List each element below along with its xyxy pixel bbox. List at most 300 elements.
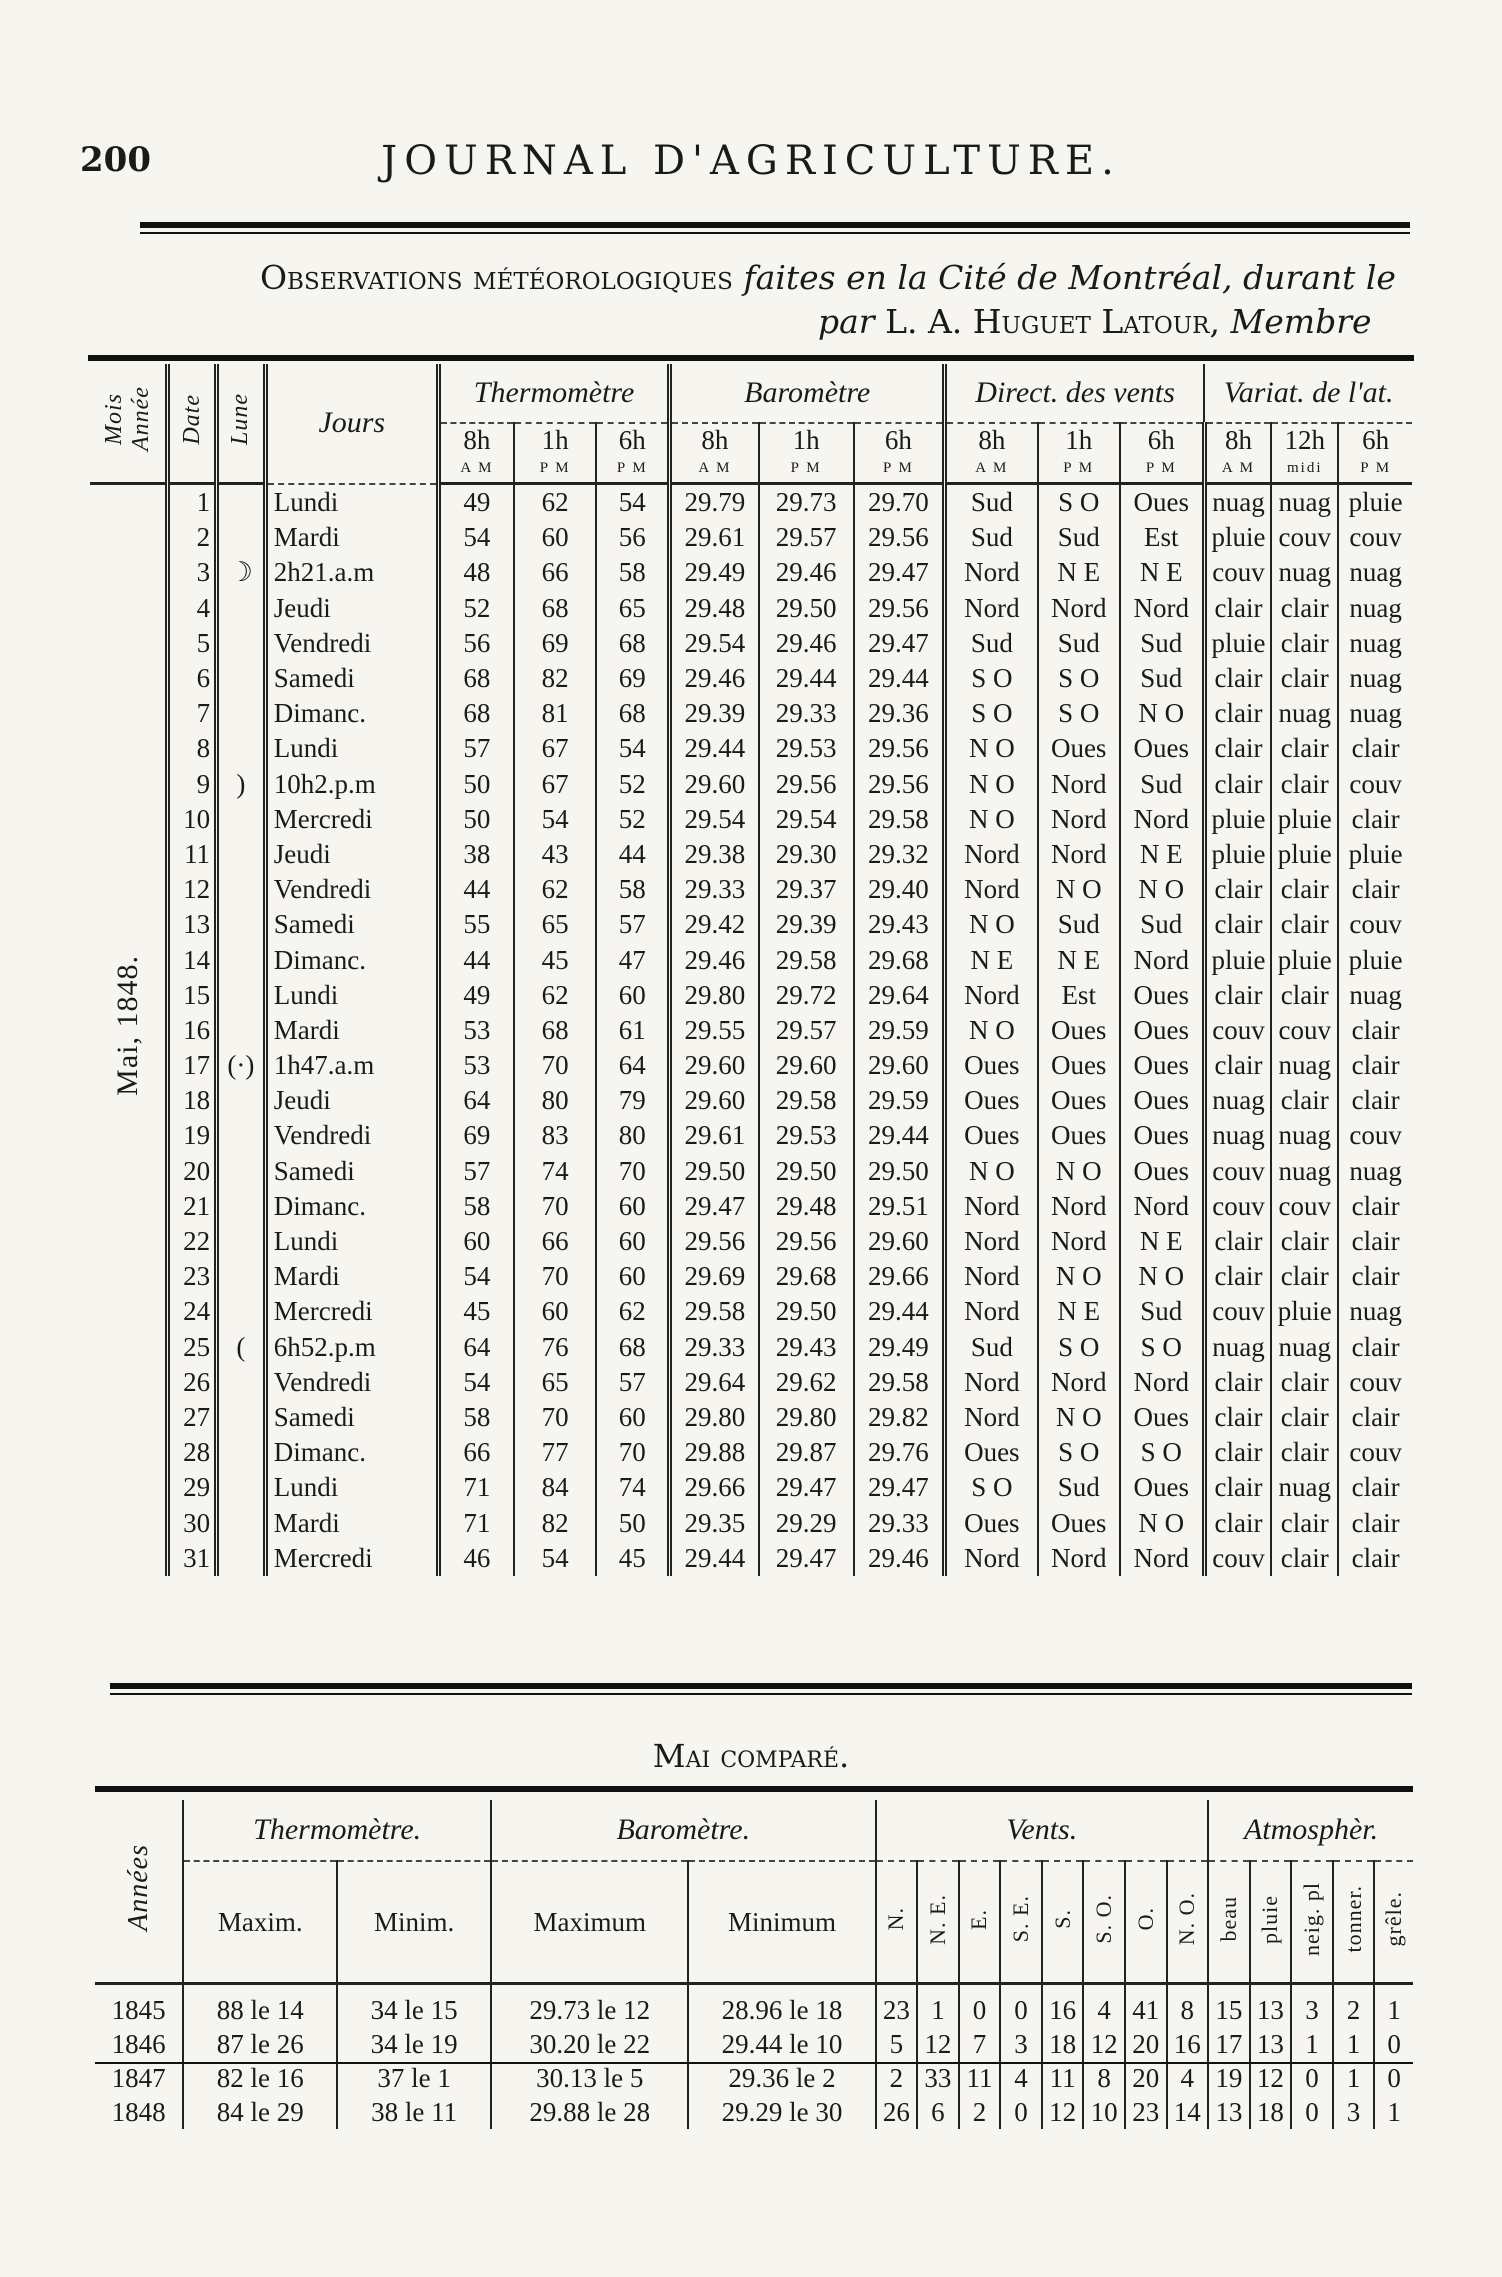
value-cell: Oues (1038, 731, 1120, 766)
value-cell: N E (945, 942, 1038, 977)
atmosphere-header (1250, 1861, 1292, 1984)
day-cell: Jeudi (265, 591, 438, 626)
value-cell: 29.56 (854, 591, 945, 626)
value-cell: clair (1271, 1259, 1338, 1294)
value-cell: nuag (1271, 1118, 1338, 1153)
value-cell: clair (1271, 1400, 1338, 1435)
value-cell: clair (1271, 1083, 1338, 1118)
hour-label: 6h (1147, 425, 1175, 455)
moon-cell (217, 1541, 266, 1576)
value-cell: 68 (438, 661, 514, 696)
value-cell: couv (1338, 767, 1412, 802)
value-cell: 70 (514, 1048, 596, 1083)
observations-table (90, 364, 1412, 1576)
value-cell: nuag (1338, 1294, 1412, 1329)
value-cell: 12 (917, 2027, 959, 2061)
value-cell: 54 (514, 1541, 596, 1576)
comparison-row (95, 1984, 1413, 2028)
table-row (90, 626, 1412, 661)
value-cell: 82 (514, 1505, 596, 1540)
value-cell: 29.43 (854, 907, 945, 942)
value-cell: clair (1204, 907, 1271, 942)
value-cell: 81 (514, 696, 596, 731)
value-cell: Sud (1120, 661, 1204, 696)
value-cell: Sud (1038, 626, 1120, 661)
value-cell: Oues (1038, 1118, 1120, 1153)
value-cell: 60 (514, 520, 596, 555)
value-cell: clair (1271, 1435, 1338, 1470)
col-moon-label: Lune (227, 393, 254, 445)
value-cell: 29.61 (670, 1118, 759, 1153)
date-cell: 14 (168, 942, 217, 977)
value-cell: 84 le 29 (183, 2095, 337, 2129)
value-cell: 69 (438, 1118, 514, 1153)
table-row (90, 1365, 1412, 1400)
table-row (90, 837, 1412, 872)
value-cell: clair (1271, 767, 1338, 802)
value-cell: 29.54 (759, 802, 854, 837)
value-cell: Est (1120, 520, 1204, 555)
value-cell: 68 (596, 1330, 670, 1365)
value-cell: Nord (1038, 802, 1120, 837)
table-row (90, 696, 1412, 731)
value-cell: Nord (1120, 942, 1204, 977)
col-date-label: Date (178, 393, 205, 445)
value-cell: 54 (438, 1259, 514, 1294)
value-cell: Sud (1038, 1470, 1120, 1505)
value-cell: 6 (917, 2095, 959, 2129)
value-cell: 60 (596, 1259, 670, 1294)
value-cell: Sud (1120, 1294, 1204, 1329)
value-cell: Nord (1038, 1224, 1120, 1259)
value-cell: 29.57 (759, 1013, 854, 1048)
value-cell: 29.47 (854, 555, 945, 590)
value-cell: 70 (514, 1400, 596, 1435)
cmp-group-vents: Vents. (876, 1800, 1209, 1861)
value-cell: 29.44 (854, 1118, 945, 1153)
moon-cell (217, 626, 266, 661)
atmosphere-header (1333, 1861, 1375, 1984)
value-cell: 29.47 (670, 1189, 759, 1224)
value-cell: Nord (945, 555, 1038, 590)
value-cell: 68 (514, 1013, 596, 1048)
value-cell: clair (1338, 1259, 1412, 1294)
value-cell: Est (1038, 978, 1120, 1013)
moon-cell (217, 1259, 266, 1294)
value-cell: 1 (1374, 2095, 1413, 2129)
value-cell: Nord (945, 837, 1038, 872)
value-cell: 29.68 (759, 1259, 854, 1294)
value-cell: 29.46 (670, 661, 759, 696)
value-cell: 66 (514, 555, 596, 590)
value-cell: 60 (596, 1400, 670, 1435)
value-cell: Oues (945, 1083, 1038, 1118)
value-cell: 82 le 16 (183, 2061, 337, 2095)
value-cell: clair (1271, 978, 1338, 1013)
value-cell: nuag (1204, 1118, 1271, 1153)
value-cell: 28.96 le 18 (688, 1984, 875, 2028)
value-cell: 38 (438, 837, 514, 872)
year-cell: 1846 (111, 2029, 166, 2059)
value-cell: nuag (1204, 1330, 1271, 1365)
date-cell: 23 (168, 1259, 217, 1294)
atmosphere-header-label: grêle. (1381, 1891, 1407, 1947)
value-cell: 54 (596, 731, 670, 766)
value-cell: 29.56 (759, 767, 854, 802)
observations-title (260, 258, 1396, 297)
period-label: P M (790, 460, 822, 476)
day-cell: Lundi (265, 484, 438, 521)
period-label: P M (1063, 460, 1095, 476)
period-label: P M (882, 460, 914, 476)
value-cell: 0 (1374, 2027, 1413, 2061)
value-cell: 38 le 11 (337, 2095, 491, 2129)
date-cell: 31 (168, 1541, 217, 1576)
table-row (90, 907, 1412, 942)
value-cell: 48 (438, 555, 514, 590)
value-cell: 87 le 26 (183, 2027, 337, 2061)
table-row (90, 1400, 1412, 1435)
value-cell: clair (1271, 731, 1338, 766)
hour-label: 1h (541, 425, 569, 455)
value-cell: N O (1120, 1505, 1204, 1540)
moon-cell (217, 520, 266, 555)
table-bottom-rule-thin (110, 1693, 1412, 1695)
value-cell: 67 (514, 731, 596, 766)
date-cell: 29 (168, 1470, 217, 1505)
value-cell: Oues (1038, 1505, 1120, 1540)
value-cell: 29.88 (670, 1435, 759, 1470)
value-cell: N E (1038, 555, 1120, 590)
value-cell: 8 (1167, 1984, 1209, 2028)
month-year-label: Mai, 1848. (111, 955, 145, 1097)
wind-header-label: S. E. (1008, 1895, 1034, 1943)
moon-cell (217, 1189, 266, 1224)
value-cell: 54 (596, 484, 670, 521)
table-row (90, 1154, 1412, 1189)
value-cell: couv (1338, 520, 1412, 555)
value-cell: 4 (1083, 1984, 1125, 2028)
value-cell: 64 (438, 1083, 514, 1118)
value-cell: clair (1204, 1365, 1271, 1400)
value-cell: N E (1120, 1224, 1204, 1259)
value-cell: 29.58 (854, 1365, 945, 1400)
table-row (90, 1470, 1412, 1505)
moon-cell (217, 696, 266, 731)
value-cell: couv (1338, 1435, 1412, 1470)
value-cell: 45 (438, 1294, 514, 1329)
moon-cell (217, 1224, 266, 1259)
value-cell: 44 (438, 872, 514, 907)
value-cell: N O (1038, 1154, 1120, 1189)
value-cell: 29.50 (759, 1294, 854, 1329)
value-cell: Oues (945, 1505, 1038, 1540)
value-cell: 69 (596, 661, 670, 696)
value-cell: couv (1204, 1154, 1271, 1189)
value-cell: 67 (514, 767, 596, 802)
value-cell: 29.32 (854, 837, 945, 872)
day-cell: 2h21.a.m (265, 555, 438, 590)
value-cell: 20 (1125, 2027, 1167, 2061)
value-cell: clair (1204, 696, 1271, 731)
value-cell: 54 (514, 802, 596, 837)
value-cell: Oues (1120, 1048, 1204, 1083)
table-row (90, 1259, 1412, 1294)
hour-header (438, 423, 514, 484)
value-cell: Oues (1120, 978, 1204, 1013)
moon-cell (217, 1505, 266, 1540)
value-cell: Nord (945, 1541, 1038, 1576)
value-cell: Nord (945, 1400, 1038, 1435)
value-cell: 84 (514, 1470, 596, 1505)
value-cell: 12 (1250, 2061, 1292, 2095)
value-cell: clair (1338, 802, 1412, 837)
value-cell: N O (945, 731, 1038, 766)
wind-header (1125, 1861, 1167, 1984)
value-cell: clair (1204, 661, 1271, 696)
wind-header (917, 1861, 959, 1984)
comparison-title: Mai comparé. (652, 1737, 850, 1775)
value-cell: 15 (1208, 1984, 1250, 2028)
value-cell: 14 (1167, 2095, 1209, 2129)
value-cell: Sud (1120, 626, 1204, 661)
wind-header (959, 1861, 1001, 1984)
value-cell: 29.57 (759, 520, 854, 555)
value-cell: Sud (945, 484, 1038, 521)
value-cell: 34 le 15 (337, 1984, 491, 2028)
value-cell: 68 (438, 696, 514, 731)
value-cell: couv (1271, 1013, 1338, 1048)
wind-header-label: N. E. (924, 1893, 950, 1945)
author-name: L. A. Huguet Latour, (885, 302, 1220, 341)
value-cell: Sud (945, 626, 1038, 661)
value-cell: clair (1338, 1541, 1412, 1576)
value-cell: 16 (1167, 2027, 1209, 2061)
date-cell: 11 (168, 837, 217, 872)
value-cell: 33 (917, 2061, 959, 2095)
day-cell: Dimanc. (265, 696, 438, 731)
value-cell: 65 (514, 1365, 596, 1400)
day-cell: Vendredi (265, 1118, 438, 1153)
value-cell: 18 (1250, 2095, 1292, 2129)
value-cell: 29.56 (854, 731, 945, 766)
wind-header-label: N. (883, 1907, 909, 1931)
value-cell: pluie (1271, 1294, 1338, 1329)
day-cell: Dimanc. (265, 1435, 438, 1470)
date-cell: 7 (168, 696, 217, 731)
value-cell: 62 (514, 978, 596, 1013)
value-cell: Nord (1038, 591, 1120, 626)
value-cell: Oues (1120, 1400, 1204, 1435)
value-cell: 30.13 le 5 (491, 2061, 688, 2095)
moon-cell (217, 1470, 266, 1505)
year-cell: 1847 (111, 2063, 166, 2093)
value-cell: clair (1204, 591, 1271, 626)
value-cell: couv (1338, 1118, 1412, 1153)
wind-header-label: E. (966, 1908, 992, 1930)
day-cell: Mardi (265, 520, 438, 555)
value-cell: 12 (1083, 2027, 1125, 2061)
value-cell: 70 (596, 1154, 670, 1189)
value-cell: 68 (596, 696, 670, 731)
value-cell: N E (1038, 1294, 1120, 1329)
value-cell: 29.50 (759, 1154, 854, 1189)
value-cell: 29.33 (759, 696, 854, 731)
day-cell: Samedi (265, 1400, 438, 1435)
value-cell: S O (1120, 1330, 1204, 1365)
value-cell: nuag (1271, 555, 1338, 590)
value-cell: N O (1038, 1259, 1120, 1294)
date-cell: 10 (168, 802, 217, 837)
day-cell: Mercredi (265, 802, 438, 837)
cmp-group-barometre: Baromètre. (491, 1800, 876, 1861)
date-cell: 25 (168, 1330, 217, 1365)
value-cell: couv (1204, 1294, 1271, 1329)
table-row (90, 1541, 1412, 1576)
value-cell: 0 (1000, 2095, 1042, 2129)
day-cell: Samedi (265, 1154, 438, 1189)
value-cell: clair (1338, 1470, 1412, 1505)
comparison-table (95, 1800, 1413, 2129)
moon-cell (217, 661, 266, 696)
value-cell: 29.80 (759, 1400, 854, 1435)
value-cell: N O (1120, 872, 1204, 907)
value-cell: 2 (876, 2061, 918, 2095)
hour-header (1271, 423, 1338, 484)
value-cell: 29.36 (854, 696, 945, 731)
table-row (90, 1224, 1412, 1259)
wind-header (1042, 1861, 1084, 1984)
comparison-bottom-rule (95, 2062, 1413, 2064)
wind-header-label: N. O. (1174, 1892, 1200, 1946)
author-role: Membre (1230, 302, 1372, 341)
value-cell: clair (1271, 1505, 1338, 1540)
value-cell: 29.36 le 2 (688, 2061, 875, 2095)
moon-cell (217, 872, 266, 907)
value-cell: 23 (876, 1984, 918, 2028)
date-cell: 13 (168, 907, 217, 942)
period-label: P M (1145, 460, 1177, 476)
observations-author-line (818, 302, 1372, 341)
value-cell: pluie (1338, 484, 1412, 521)
value-cell: S O (945, 1470, 1038, 1505)
value-cell: 45 (514, 942, 596, 977)
value-cell: N O (1120, 1259, 1204, 1294)
value-cell: 29.48 (759, 1189, 854, 1224)
col-month-year (90, 364, 168, 484)
value-cell: N O (1038, 1400, 1120, 1435)
day-cell: Mardi (265, 1013, 438, 1048)
value-cell: Oues (1120, 1154, 1204, 1189)
value-cell: 29.60 (854, 1224, 945, 1259)
day-cell: Mercredi (265, 1294, 438, 1329)
value-cell: 56 (438, 626, 514, 661)
value-cell: clair (1271, 1541, 1338, 1576)
value-cell: pluie (1204, 802, 1271, 837)
value-cell: 29.87 (759, 1435, 854, 1470)
value-cell: 19 (1208, 2061, 1250, 2095)
value-cell: Nord (1038, 837, 1120, 872)
value-cell: 0 (1291, 2095, 1333, 2129)
hour-header (1338, 423, 1412, 484)
hour-header (1038, 423, 1120, 484)
date-cell: 16 (168, 1013, 217, 1048)
value-cell: Sud (945, 1330, 1038, 1365)
value-cell: 29.79 (670, 484, 759, 521)
value-cell: Nord (1038, 1541, 1120, 1576)
hour-label: 8h (701, 425, 729, 455)
value-cell: Nord (1120, 591, 1204, 626)
value-cell: 80 (596, 1118, 670, 1153)
top-rule-thin (140, 232, 1410, 234)
value-cell: Nord (945, 1365, 1038, 1400)
hour-header (1204, 423, 1271, 484)
value-cell: S O (1038, 661, 1120, 696)
value-cell: 29.70 (854, 484, 945, 521)
value-cell: 1 (1374, 1984, 1413, 2028)
value-cell: 74 (596, 1470, 670, 1505)
atmosphere-header-label: neig. pl (1298, 1882, 1324, 1956)
table-top-rule (88, 355, 1414, 361)
hour-label: 8h (463, 425, 491, 455)
comparison-row (95, 2095, 1413, 2129)
value-cell: clair (1338, 1330, 1412, 1365)
value-cell: Nord (1038, 1189, 1120, 1224)
value-cell: 29.60 (670, 767, 759, 802)
value-cell: couv (1271, 520, 1338, 555)
value-cell: clair (1271, 661, 1338, 696)
value-cell: 1 (1333, 2061, 1375, 2095)
day-cell: Samedi (265, 907, 438, 942)
value-cell: 8 (1083, 2061, 1125, 2095)
year-cell: 1848 (111, 2097, 166, 2127)
atmosphere-header (1291, 1861, 1333, 1984)
table-row (90, 1083, 1412, 1118)
value-cell: 76 (514, 1330, 596, 1365)
value-cell: 29.50 (759, 591, 854, 626)
value-cell: 60 (596, 1189, 670, 1224)
value-cell: 50 (596, 1505, 670, 1540)
value-cell: 65 (514, 907, 596, 942)
value-cell: 7 (959, 2027, 1001, 2061)
value-cell: nuag (1204, 484, 1271, 521)
value-cell: nuag (1338, 555, 1412, 590)
value-cell: pluie (1271, 942, 1338, 977)
value-cell: Oues (1038, 1013, 1120, 1048)
value-cell: 29.29 le 30 (688, 2095, 875, 2129)
value-cell: 29.56 (670, 1224, 759, 1259)
value-cell: clair (1204, 872, 1271, 907)
value-cell: 70 (514, 1189, 596, 1224)
value-cell: 44 (596, 837, 670, 872)
table-row (90, 802, 1412, 837)
value-cell: Oues (945, 1435, 1038, 1470)
value-cell: clair (1204, 1259, 1271, 1294)
date-cell: 27 (168, 1400, 217, 1435)
value-cell: 54 (438, 1365, 514, 1400)
value-cell: S O (1038, 696, 1120, 731)
value-cell: 29.46 (854, 1541, 945, 1576)
value-cell: 3 (1333, 2095, 1375, 2129)
date-cell: 21 (168, 1189, 217, 1224)
value-cell: nuag (1271, 1330, 1338, 1365)
value-cell: Nord (945, 1259, 1038, 1294)
value-cell: 29.29 (759, 1505, 854, 1540)
day-cell: 1h47.a.m (265, 1048, 438, 1083)
value-cell: 29.58 (670, 1294, 759, 1329)
moon-cell (217, 591, 266, 626)
value-cell: 61 (596, 1013, 670, 1048)
